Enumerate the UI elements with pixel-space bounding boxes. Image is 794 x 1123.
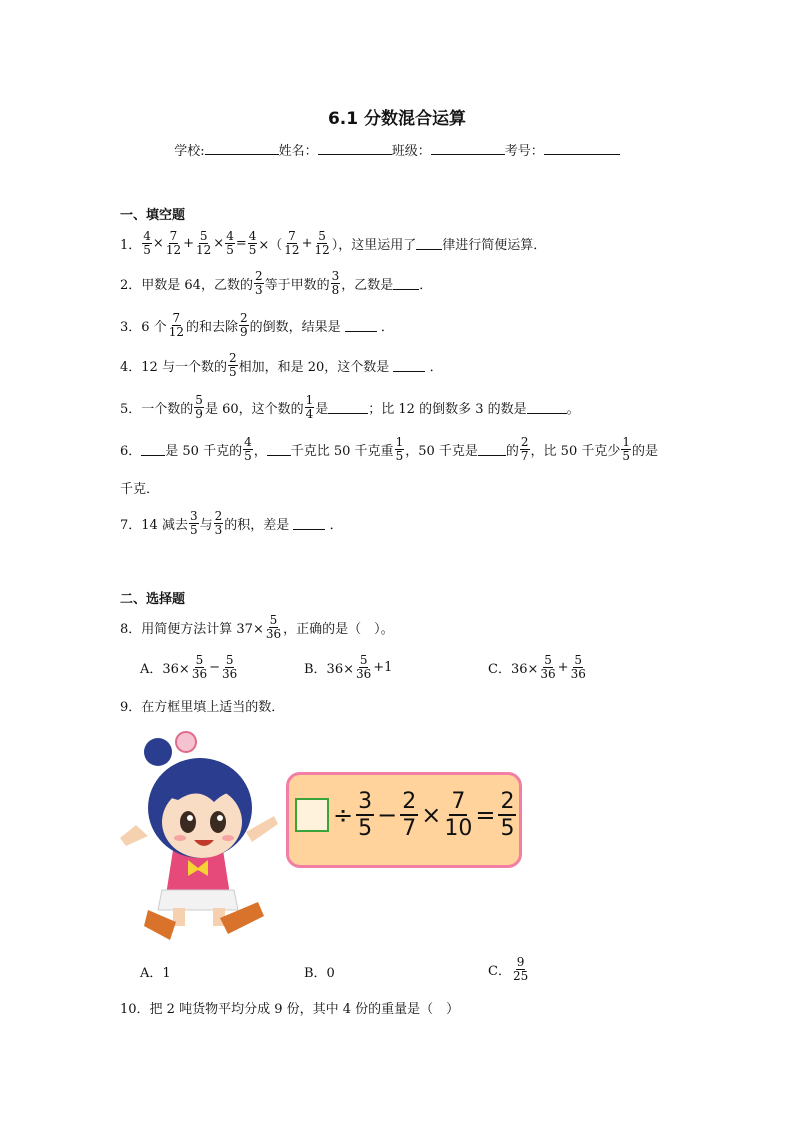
answer-blank[interactable] bbox=[478, 443, 506, 456]
fraction: $\frac{2}{9}$ bbox=[239, 311, 248, 339]
answer-blank[interactable] bbox=[527, 401, 567, 414]
question-1: 1． $\frac{4}{5}$ × $\frac{7}{12}$ + $\frac{5}{12}$ × $\frac{4}{5}$ = $\frac{4}{5}$ ×（ $\frac{7}{12}$ + $\frac{5}{12}$ ），这里运用了 律进行简便运算． bbox=[120, 229, 547, 257]
question-9: 9． 在方框里填上适当的数． bbox=[120, 696, 284, 715]
fraction: $\frac{1}{5}$ bbox=[395, 435, 404, 463]
answer-blank[interactable] bbox=[267, 443, 291, 456]
option-b[interactable]: B．0 bbox=[304, 966, 335, 981]
answer-blank[interactable] bbox=[416, 237, 442, 250]
fraction: $\frac{5}{36}$ bbox=[265, 613, 282, 641]
fraction: $\frac{4}{5}$ bbox=[248, 229, 257, 257]
question-number: 10． bbox=[120, 1002, 150, 1017]
option-c[interactable]: C． $\frac{9}{25}$ bbox=[488, 955, 529, 983]
question-number: 5． bbox=[120, 402, 142, 417]
option-c[interactable]: C．36× $\frac{5}{36}$ + $\frac{5}{36}$ bbox=[488, 653, 586, 681]
fraction: $\frac{4}{5}$ bbox=[226, 229, 234, 257]
section-choice-heading: 二、选择题 bbox=[120, 592, 186, 607]
fraction: $\frac{7}{12}$ bbox=[165, 229, 182, 257]
fraction: $\frac{2}{3}$ bbox=[254, 269, 263, 297]
question-8: 8． 用简便方法计算 37× $\frac{5}{36}$ ，正确的是（ ）。 bbox=[120, 613, 394, 641]
answer-blank[interactable] bbox=[293, 517, 325, 530]
question-6-continued: 千克． bbox=[120, 482, 160, 497]
equation: ÷ $\frac{3}{5}$ − $\frac{2}{7}$ × $\frac{7}{10}$ = $\frac{2}{5}$ bbox=[295, 789, 519, 841]
class-label: 班级： bbox=[391, 144, 431, 159]
page-title: 6.1 分数混合运算 bbox=[327, 109, 467, 129]
class-blank[interactable] bbox=[431, 142, 505, 155]
question-number: 7． bbox=[120, 518, 142, 533]
question-number: 8． bbox=[120, 622, 142, 637]
fraction: $\frac{2}{5}$ bbox=[228, 351, 237, 379]
cartoon-girl-illustration bbox=[118, 730, 288, 945]
answer-blank[interactable] bbox=[345, 319, 377, 332]
exam-no-blank[interactable] bbox=[544, 142, 620, 155]
fraction: $\frac{3}{8}$ bbox=[331, 269, 340, 297]
fraction: $\frac{2}{3}$ bbox=[214, 509, 223, 537]
fraction: $\frac{4}{5}$ bbox=[244, 435, 252, 463]
fraction: $\frac{5}{12}$ bbox=[196, 229, 212, 257]
question-number: 1． bbox=[120, 238, 142, 253]
question-2: 2． 甲数是 64，乙数的 $\frac{2}{3}$ 等于甲数的 $\frac{3}{8}$ ，乙数是 ． bbox=[120, 269, 433, 297]
answer-blank[interactable] bbox=[393, 359, 425, 372]
school-label: 学校: bbox=[174, 144, 205, 159]
fraction: $\frac{7}{12}$ bbox=[168, 311, 184, 339]
fraction: $\frac{5}{9}$ bbox=[195, 393, 203, 421]
question-3: 3． 6 个 $\frac{7}{12}$ 的和去除 $\frac{2}{9}$ 的倒数，结果是 ． bbox=[120, 311, 394, 339]
name-label: 姓名： bbox=[278, 144, 318, 159]
fraction: $\frac{4}{5}$ bbox=[143, 229, 151, 257]
question-4: 4． 12 与一个数的 $\frac{2}{5}$ 相加，和是 20，这个数是 ． bbox=[120, 351, 443, 379]
fraction: $\frac{2}{7}$ bbox=[520, 435, 529, 463]
name-blank[interactable] bbox=[318, 142, 392, 155]
option-a[interactable]: A．1 bbox=[140, 966, 171, 981]
school-blank[interactable] bbox=[205, 142, 279, 155]
question-9-figure bbox=[118, 730, 538, 945]
question-number: 9． bbox=[120, 700, 142, 715]
fraction: $\frac{3}{5}$ bbox=[189, 509, 198, 537]
question-number: 3． bbox=[120, 320, 142, 335]
question-5: 5． 一个数的 $\frac{5}{9}$ 是 60，这个数的 $\frac{1}{4}$ 是 ；比 12 的倒数多 3 的数是 。 bbox=[120, 393, 580, 421]
fraction: $\frac{1}{5}$ bbox=[622, 435, 630, 463]
answer-blank[interactable] bbox=[328, 401, 368, 414]
option-b[interactable]: B．36× $\frac{5}{36}$ +1 bbox=[304, 653, 393, 681]
question-10: 10． 把 2 吨货物平均分成 9 份，其中 4 份的重量是（ ） bbox=[120, 998, 459, 1017]
answer-blank[interactable] bbox=[393, 277, 419, 290]
fraction: $\frac{7}{12}$ bbox=[284, 229, 300, 257]
equation-card bbox=[286, 772, 522, 868]
fraction: $\frac{1}{4}$ bbox=[305, 393, 314, 421]
exam-no-label: 考号： bbox=[504, 144, 544, 159]
answer-box[interactable] bbox=[295, 798, 329, 832]
question-7: 7． 14 减去 $\frac{3}{5}$ 与 $\frac{2}{3}$ 的积，差是 ． bbox=[120, 509, 343, 537]
fraction: $\frac{5}{12}$ bbox=[314, 229, 330, 257]
question-number: 2． bbox=[120, 278, 142, 293]
option-a[interactable]: A．36× $\frac{5}{36}$ − $\frac{5}{36}$ bbox=[140, 653, 238, 681]
student-info-line bbox=[0, 140, 794, 159]
question-6: 6． 是 50 千克的 $\frac{4}{5}$ ， 千克比 50 千克重 $\frac{1}{5}$ ，50 千克是 的 $\frac{2}{7}$ ，比 50 千克少 $\frac{1}{5}$ 的是 bbox=[120, 435, 659, 463]
question-number: 6． bbox=[120, 444, 142, 459]
answer-blank[interactable] bbox=[141, 443, 165, 456]
section-fill-heading: 一、填空题 bbox=[120, 208, 186, 223]
question-number: 4． bbox=[120, 360, 142, 375]
